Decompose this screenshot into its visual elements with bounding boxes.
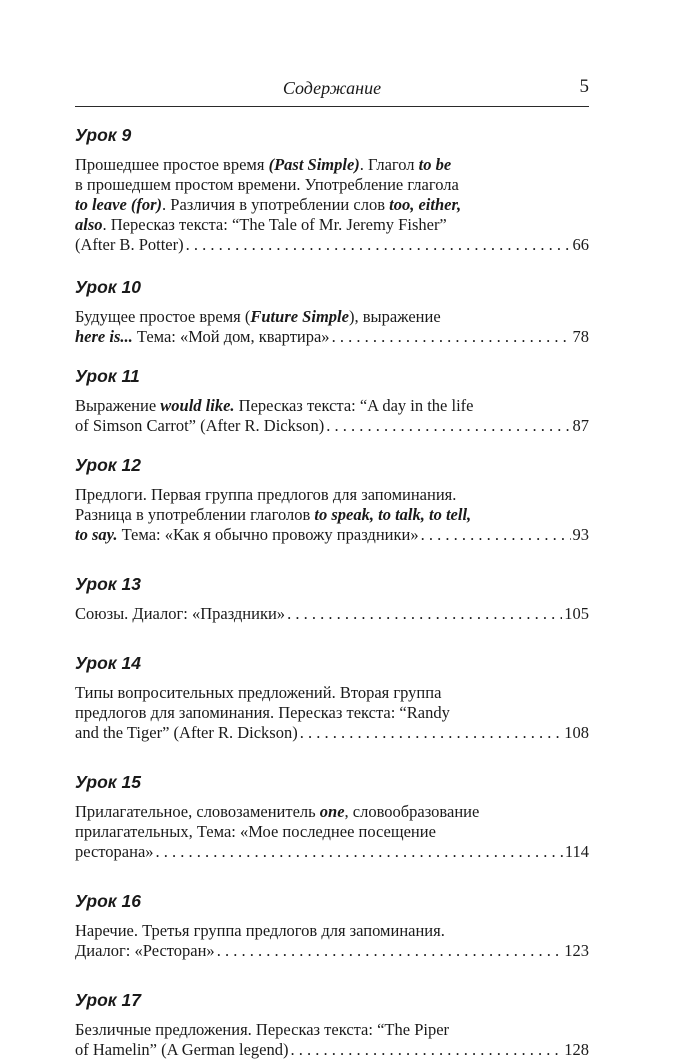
text-run: Предлоги. Первая группа предлогов для запоминания. [75, 485, 457, 504]
text-run: . Пересказ текста: “The Tale of Mr. Jeremy Fisher” [102, 215, 447, 234]
emphasized-term: would like. [160, 396, 235, 415]
text-run: Прилагательное, словозаменитель [75, 802, 320, 821]
toc-entry [75, 890, 589, 961]
dot-leader [287, 604, 562, 624]
dot-leader [156, 842, 563, 862]
text-run: Диалог: «Ресторан» [75, 941, 215, 960]
text-run: Безличные предложения. Пересказ текста: “The Piper [75, 1020, 450, 1039]
description-line [75, 941, 589, 961]
description-line [75, 683, 589, 703]
emphasized-term: Future Simple [250, 307, 349, 326]
toc-entry [75, 573, 589, 624]
text-run: ), выражение [348, 307, 441, 326]
lesson-description [75, 396, 589, 436]
lesson-title: Урок 13 [75, 574, 141, 594]
lesson-title: Урок 17 [75, 990, 141, 1010]
page-number: 78 [572, 327, 589, 346]
toc-entry [75, 276, 589, 347]
text-run: Пересказ текста: “A day in the life [234, 396, 474, 415]
description-line [75, 703, 589, 723]
emphasized-term: to leave (for) [75, 195, 163, 214]
description-line [75, 822, 589, 842]
text-run: Выражение [75, 396, 161, 415]
toc-entry [75, 989, 589, 1060]
text-run: Прошедшее простое время [75, 155, 269, 174]
dot-leader [300, 723, 563, 743]
description-line [75, 327, 589, 347]
page-number: 87 [572, 416, 589, 435]
description-line [75, 525, 589, 545]
dot-leader [291, 1040, 563, 1060]
toc-entry [75, 652, 589, 743]
lesson-description [75, 683, 589, 743]
header-page-number: 5 [579, 76, 589, 97]
lesson-title: Урок 15 [75, 772, 141, 792]
text-run: Тема: «Мой дом, квартира» [132, 327, 330, 346]
lesson-description [75, 604, 589, 624]
lesson-description [75, 307, 589, 347]
text-run: ресторана» [75, 842, 154, 861]
lesson-description [75, 1020, 589, 1060]
emphasized-term: to speak, to talk, to tell, [314, 505, 472, 524]
text-run: (After B. Potter) [75, 235, 184, 254]
dot-leader [217, 941, 563, 961]
text-run: Наречие. Третья группа предлогов для запоминания. [75, 921, 445, 940]
description-line [75, 485, 589, 505]
table-of-contents [75, 124, 589, 1060]
description-line [75, 175, 589, 195]
text-run: Типы вопросительных предложений. Вторая группа [75, 683, 442, 702]
dot-leader [326, 416, 570, 436]
text-run: . Глагол [359, 155, 419, 174]
lesson-title: Урок 10 [75, 277, 141, 297]
text-run: . Различия в употреблении слов [162, 195, 390, 214]
running-header [75, 74, 589, 107]
emphasized-term: too, either, [389, 195, 462, 214]
description-line [75, 235, 589, 255]
toc-entry [75, 771, 589, 862]
page-number: 123 [564, 941, 589, 960]
toc-entry [75, 124, 589, 255]
text-run: Тема: «Как я обычно провожу праздники» [117, 525, 419, 544]
text-run: and the Tiger” (After R. Dickson) [75, 723, 298, 742]
description-line [75, 1020, 589, 1040]
description-line [75, 842, 589, 862]
text-run: Разница в употреблении глаголов [75, 505, 315, 524]
page-number: 114 [564, 842, 589, 861]
description-line [75, 802, 589, 822]
page-number: 128 [564, 1040, 589, 1059]
lesson-title: Урок 9 [75, 125, 132, 145]
page-number: 108 [564, 723, 589, 742]
text-run: прилагательных, Тема: «Мое последнее посещение [75, 822, 436, 841]
text-run: предлогов для запоминания. Пересказ текста: “Randy [75, 703, 450, 722]
description-line [75, 155, 589, 175]
text-run: of Simson Carrot” (After R. Dickson) [75, 416, 325, 435]
lesson-title: Урок 16 [75, 891, 141, 911]
dot-leader [186, 235, 571, 255]
description-line [75, 195, 589, 215]
lesson-description [75, 485, 589, 545]
page-number: 66 [572, 235, 589, 254]
description-line [75, 1040, 589, 1060]
emphasized-term: also [75, 215, 103, 234]
description-line [75, 416, 589, 436]
description-line [75, 215, 589, 235]
emphasized-term: one [319, 802, 345, 821]
description-line [75, 921, 589, 941]
text-run: в прошедшем простом времени. Употребление глагола [75, 175, 459, 194]
description-line [75, 307, 589, 327]
page-number: 93 [572, 525, 589, 544]
lesson-description [75, 921, 589, 961]
lesson-description [75, 155, 589, 255]
toc-entry [75, 365, 589, 436]
text-run: , словообразование [344, 802, 480, 821]
description-line [75, 505, 589, 525]
page-number: 105 [564, 604, 589, 623]
description-line [75, 396, 589, 416]
emphasized-term: to say. [75, 525, 118, 544]
description-line [75, 723, 589, 743]
toc-entry [75, 454, 589, 545]
description-line [75, 604, 589, 624]
header-title: Содержание [282, 78, 382, 98]
emphasized-term: to be [418, 155, 452, 174]
text-run: Будущее простое время ( [75, 307, 251, 326]
text-run: of Hamelin” (A German legend) [75, 1040, 289, 1059]
emphasized-term: here is... [75, 327, 133, 346]
text-run: Союзы. Диалог: «Праздники» [75, 604, 286, 623]
emphasized-term: (Past Simple) [268, 155, 360, 174]
lesson-title: Урок 12 [75, 455, 141, 475]
lesson-title: Урок 11 [75, 366, 140, 386]
lesson-title: Урок 14 [75, 653, 141, 673]
dot-leader [421, 525, 571, 545]
dot-leader [332, 327, 571, 347]
lesson-description [75, 802, 589, 862]
